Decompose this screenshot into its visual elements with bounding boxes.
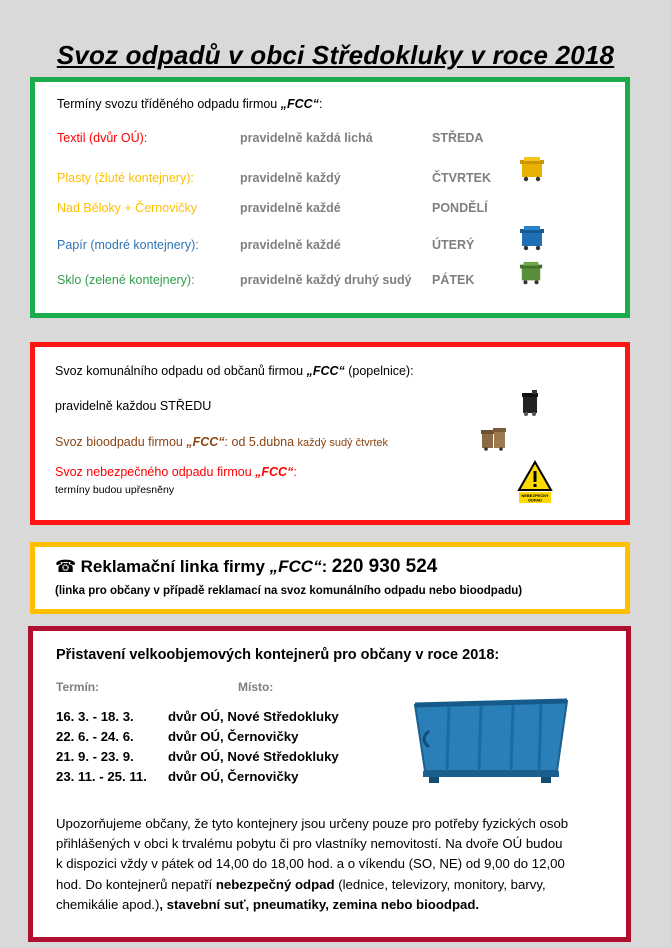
bio-line: Svoz bioodpadu firmou „FCC“: od 5.dubna každý sudý čtvrtek (55, 435, 389, 449)
communal-frequency: pravidelně každou STŘEDU (55, 399, 212, 413)
waste-day: STŘEDA (432, 131, 484, 145)
schedule-date: 16. 3. - 18. 3. (56, 709, 134, 724)
schedule-date: 23. 11. - 25. 11. (56, 769, 147, 784)
hotline-note: (linka pro občany v případě reklamací na svoz komunálního odpadu nebo bioodpadu) (55, 585, 523, 597)
waste-type: Nad Běloky + Černovičky (57, 201, 197, 215)
waste-frequency: pravidelně každé (240, 201, 341, 215)
brown-bin-icon (481, 427, 507, 451)
place-header: Místo: (238, 680, 274, 694)
containers-heading: Přistavení velkoobjemových kontejnerů pro občany v roce 2018: (56, 647, 500, 663)
yellow-bin-icon (519, 156, 545, 182)
waste-frequency: pravidelně každý druhý sudý (240, 273, 412, 287)
waste-type: Plasty (žluté kontejnery): (57, 171, 194, 185)
containers-section (28, 626, 631, 942)
waste-type: Textil (dvůr OÚ): (57, 131, 148, 145)
waste-frequency: pravidelně každá lichá (240, 131, 373, 145)
waste-day: PÁTEK (432, 273, 475, 287)
sorted-waste-section (30, 77, 630, 318)
schedule-place: dvůr OÚ, Černovičky (168, 729, 299, 744)
hazard-sign-text: NEBEZPEČNÝ ODPAD (521, 493, 549, 503)
hotline-section (30, 542, 630, 614)
communal-waste-section (30, 342, 630, 525)
waste-frequency: pravidelně každý (240, 171, 341, 185)
hazard-note: termíny budou upřesněny (55, 484, 175, 496)
hotline-number[interactable]: 220 930 524 (331, 556, 438, 577)
schedule-place: dvůr OÚ, Nové Středokluky (168, 749, 339, 764)
schedule-date: 21. 9. - 23. 9. (56, 749, 134, 764)
term-header: Termín: (56, 680, 100, 694)
black-bin-icon (520, 390, 540, 416)
phone-icon: ☎ (55, 557, 77, 576)
waste-type: Sklo (zelené kontejnery): (57, 273, 195, 287)
schedule-place: dvůr OÚ, Černovičky (168, 769, 299, 784)
notice: Upozorňujeme občany, že tyto kontejnery jsou určeny pouze pro potřeby fyzických osob přihlášených v obci k trvalému pobytu či pro vlastníky nemovitostí. Na dvoře OÚ budou k dispozici vždy v pátek od 14,00 do 18,00 hod. a o víkendu (SO, NE) od 9,00 do 12,00 hod. Do kontejnerů nepatří nebezpečný odpad (lednice, televizory, monitory, barvy, chemikálie apod.), stavební suť, pneumatiky, zemina nebo bioodpad. (56, 816, 569, 912)
sorted-heading: Termíny svozu tříděného odpadu firmou „FCC“: (57, 97, 323, 111)
waste-day: PONDĚLÍ (432, 201, 488, 215)
communal-line: Svoz komunálního odpadu od občanů firmou „FCC“ (popelnice): (55, 364, 414, 378)
hazard-sign-icon (517, 460, 553, 504)
waste-day: ÚTERÝ (432, 238, 475, 252)
schedule-date: 22. 6. - 24. 6. (56, 729, 134, 744)
waste-frequency: pravidelně každé (240, 238, 341, 252)
blue-bin-icon (519, 225, 545, 251)
schedule-place: dvůr OÚ, Nové Středokluky (168, 709, 339, 724)
waste-day: ČTVRTEK (432, 171, 492, 185)
green-bin-icon (519, 261, 543, 285)
big-container-icon (411, 693, 571, 785)
waste-type: Papír (modré kontejnery): (57, 238, 199, 252)
hazard-line: Svoz nebezpečného odpadu firmou „FCC“: (55, 465, 297, 479)
page-title: Svoz odpadů v obci Středokluky v roce 2018 (56, 40, 615, 70)
hotline-line: ☎ Reklamační linka firmy „FCC“: 220 930 524 (55, 556, 438, 577)
